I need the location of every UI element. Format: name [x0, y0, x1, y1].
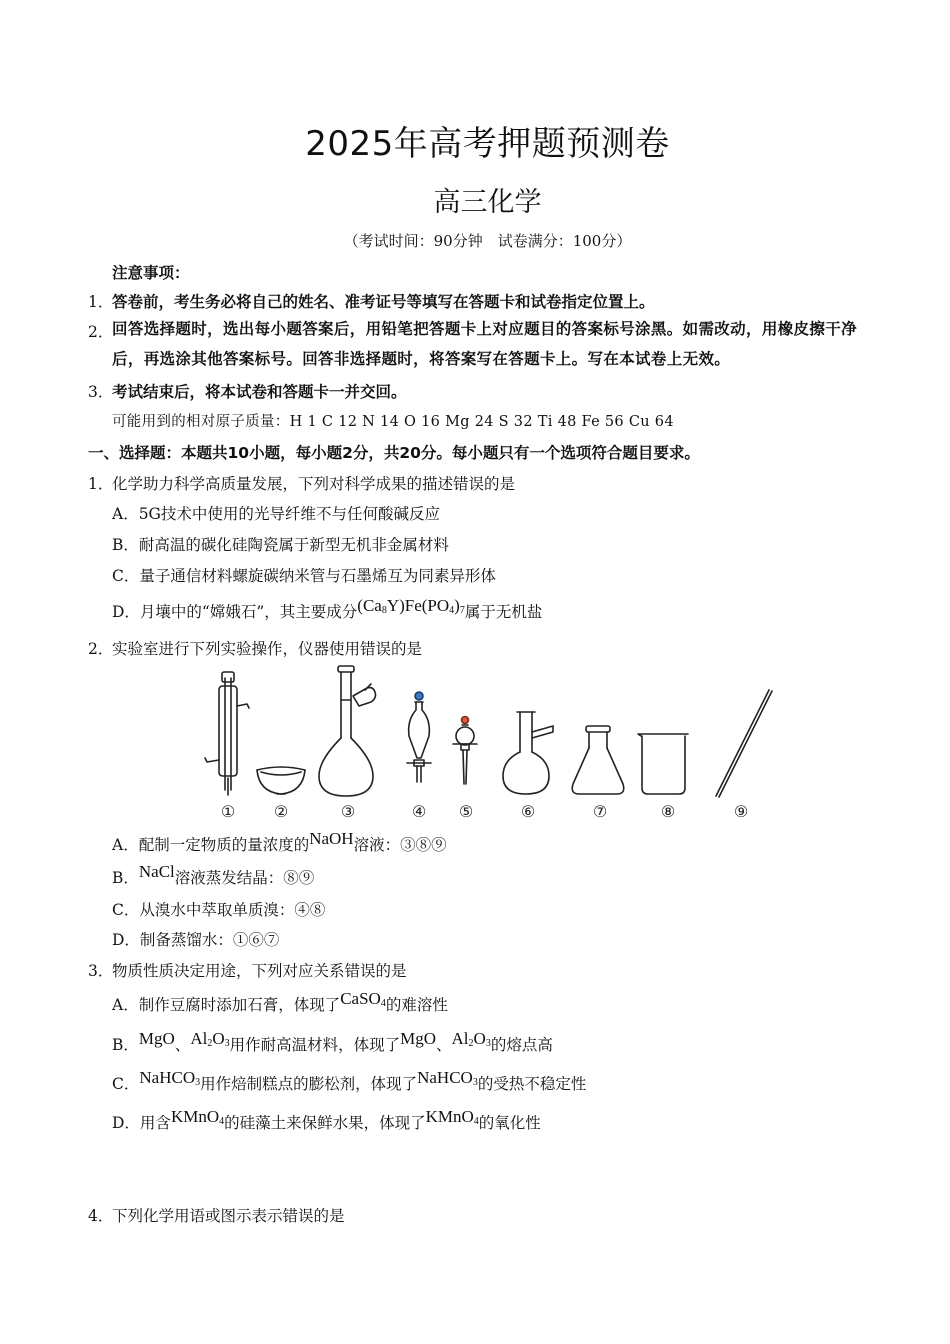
notice-heading: 注意事项： [112, 264, 190, 282]
apparatus-label-7: ⑦ [592, 802, 608, 821]
q3-option-b: B．MgO、$Al_2O_3$用作耐高温材料，体现了MgO、$Al_2O_3$的熔点高 [112, 1029, 553, 1054]
apparatus-figure [195, 660, 785, 825]
atomic-masses: 可能用到的相对原子质量：H 1 C 12 N 14 O 16 Mg 24 S 32 Ti 48 Fe 56 Cu 64 [112, 414, 674, 430]
section1-heading: 一、选择题：本题共10小题，每小题2分，共20分。每小题只有一个选项符合题目要求。 [88, 444, 700, 462]
evaporating-dish-icon [257, 767, 305, 794]
q3-option-c: C．NaHCO$_3$用作焙制糕点的膨松剂，体现了NaHCO$_3$的受热不稳定性 [112, 1068, 587, 1093]
notice-item-3-num: 3． [88, 383, 114, 401]
notice-item-3: 考试结束后，将本试卷和答题卡一并交回。 [112, 383, 407, 401]
exam-info: （考试时间：90分钟 试卷满分：100分） [343, 232, 632, 250]
apparatus-label-3: ③ [340, 802, 356, 821]
q2-option-a: A．配制一定物质的量浓度的NaOH溶液：③⑧⑨ [112, 829, 447, 854]
apparatus-label-5: ⑤ [458, 802, 474, 821]
volumetric-flask-icon [319, 666, 376, 796]
glass-rod-icon [716, 690, 772, 797]
q3-option-a: A．制作豆腐时添加石膏，体现了CaSO$_4$的难溶性 [112, 989, 448, 1014]
notice-item-2: 回答选择题时，选出每小题答案后，用铅笔把答题卡上对应题目的答案标号涂黑。如需改动，用橡皮擦干净后，再选涂其他答案标号。回答非选择题时，将答案写在答题卡上。写在本试卷上无效。 [112, 320, 857, 368]
distilling-flask-icon [503, 712, 553, 794]
q3-stem: 物质性质决定用途，下列对应关系错误的是 [112, 962, 407, 980]
apparatus-label-1: ① [220, 802, 236, 821]
q3-number: 3． [88, 962, 114, 980]
q2-stem: 实验室进行下列实验操作，仪器使用错误的是 [112, 640, 423, 658]
page-title: 2025年高考押题预测卷 [305, 124, 670, 164]
notice-item-2-num: 2． [88, 323, 114, 341]
beaker-icon [638, 734, 688, 794]
q2-number: 2． [88, 640, 114, 658]
page-subtitle: 高三化学 [433, 187, 542, 218]
q4-stem: 下列化学用语或图示表示错误的是 [112, 1207, 345, 1225]
q1-stem: 化学助力科学高质量发展，下列对科学成果的描述错误的是 [112, 475, 516, 493]
apparatus-label-8: ⑧ [660, 802, 676, 821]
q3-option-d: D．用含KMnO$_4$的硅藻土来保鲜水果，体现了KMnO$_4$的氧化性 [112, 1107, 541, 1132]
notice-item-1-num: 1． [88, 293, 114, 311]
erlenmeyer-flask-icon [572, 726, 624, 794]
q2-option-b: B．NaCl溶液蒸发结晶：⑧⑨ [112, 862, 315, 887]
apparatus-label-9: ⑨ [733, 802, 749, 821]
q1-number: 1． [88, 475, 114, 493]
q1-option-b: B．耐高温的碳化硅陶瓷属于新型无机非金属材料 [112, 536, 449, 554]
q1-option-c: C．量子通信材料螺旋碳纳米管与石墨烯互为同素异形体 [112, 567, 496, 585]
q2-option-c: C．从溴水中萃取单质溴：④⑧ [112, 901, 326, 919]
separatory-funnel-icon [407, 692, 431, 782]
q1-option-a: A．5G技术中使用的光导纤维不与任何酸碱反应 [112, 505, 440, 523]
dropping-funnel-icon [453, 717, 477, 785]
q1-option-d: D．月壤中的“嫦娥石”，其主要成分$(Ca_8Y)Fe(PO_4)_7$属于无机盐 [112, 596, 543, 621]
q2-option-d: D．制备蒸馏水：①⑥⑦ [112, 931, 280, 949]
q1-d-formula: $(Ca_8Y)Fe(PO_4)_7$ [357, 596, 465, 616]
notice-item-1: 答卷前，考生务必将自己的姓名、准考证号等填写在答题卡和试卷指定位置上。 [112, 293, 655, 311]
condenser-icon [205, 672, 249, 795]
q4-number: 4． [88, 1207, 114, 1225]
apparatus-label-6: ⑥ [520, 802, 536, 821]
apparatus-label-2: ② [273, 802, 289, 821]
apparatus-label-4: ④ [411, 802, 427, 821]
